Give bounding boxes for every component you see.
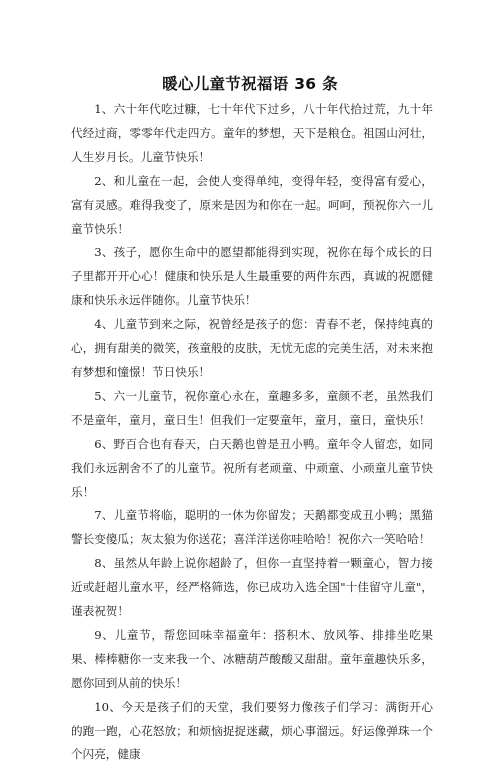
paragraph-6: 6、野百合也有春天，白天鹅也曾是丑小鸭。童年令人留恋，如同我们永远割舍不了的儿童节。祝所有老顽童、中顽童、小顽童儿童节快乐！: [71, 436, 433, 499]
paragraph-3: 3、孩子，愿你生命中的愿望都能得到实现，祝你在每个成长的日子里都开开心心！健康和快乐是人生最重要的两件东西，真诚的祝愿健康和快乐永远伴随你。儿童节快乐！: [71, 245, 433, 308]
document-title: 暖心儿童节祝福语 36 条: [162, 75, 338, 93]
paragraph-4: 4、儿童节到来之际，祝曾经是孩子的您：青春不老，保持纯真的心，拥有甜美的微笑，孩童般的皮肤，无忧无虑的完美生活，对未来抱有梦想和憧憬！节日快乐！: [71, 317, 433, 379]
paragraph-1: 1、六十年代吃过糠，七十年代下过乡，八十年代拾过荒，九十年代经过商，零零年代走四方。童年的梦想，天下是粮仓。祖国山河壮，人生岁月长。儿童节快乐！: [71, 102, 433, 164]
paragraph-8: 8、虽然从年龄上说你超龄了，但你一直坚持着一颗童心，智力接近或赶超儿童水平，经严格筛选，你已成功入选全国"十佳留守儿童"，谨表祝贺！: [71, 556, 433, 619]
paragraph-5: 5、六一儿童节，祝你童心永在，童趣多多，童颜不老，虽然我们不是童年，童月，童日生！但我们一定要童年，童月，童日，童快乐！: [71, 388, 433, 427]
paragraph-10: 10、今天是孩子们的天堂，我们要努力像孩子们学习：满街开心的跑一跑，心花怒放；和烦恼捉捉迷藏，烦心事溜远。好运像弹珠一个个闪亮，健康: [71, 699, 433, 762]
paragraph-2: 2、和儿童在一起，会使人变得单纯，变得年轻，变得富有爱心，富有灵感。难得我变了，原来是因为和你在一起。呵呵，预祝你六一儿童节快乐！: [71, 173, 433, 236]
paragraph-7: 7、儿童节将临，聪明的一休为你留发；天鹅都变成丑小鸭；黑猫警长变傻瓜；灰太狼为你送花；喜洋洋送你哇哈哈！祝你六一笑哈哈！: [71, 508, 433, 547]
paragraph-9: 9、儿童节，帮您回味幸福童年：搭积木、放风筝、排排坐吃果果、棒棒糖你一支来我一个、冰糖葫芦酸酸又甜甜。童年童趣快乐多，愿你回到从前的快乐！: [71, 627, 433, 690]
document-body: [71, 98, 433, 767]
